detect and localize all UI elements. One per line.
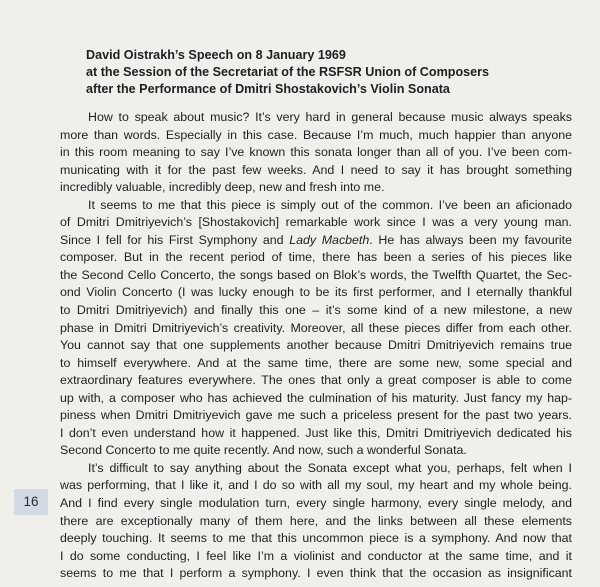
heading-line-1: David Oistrakh’s Speech on 8 January 1969: [86, 48, 346, 62]
text-line: I do some conducting, I feel like I’m a violinist and conductor at the same time, and it: [60, 548, 572, 563]
text-line: seems to me that I perform a symphony. I even think that the occasion as insignificant: [60, 566, 572, 581]
text-line: the Second Cello Concerto, the songs based on Blok’s words, the Twelfth Quartet, the Sec-: [60, 267, 572, 282]
text-line: to Dmitri Dmitriyevich) and finally this one – it’s some kind of a new milestone, a new: [60, 303, 572, 318]
text-line: to himself everywhere. And at the same time, there are some new, some special and: [60, 355, 572, 370]
text-line: And I find every single modulation turn, every single harmony, every single melody, and: [60, 496, 572, 511]
text-line: How to speak about music? It’s very hard in general because music always speaks: [88, 110, 572, 124]
text-segment: Since I fell for his First Symphony and: [60, 232, 290, 247]
text-line: composer. But in the recent period of time, there has been a series of his pieces like: [60, 250, 572, 265]
text-segment: . He has always been my favourite: [369, 232, 572, 247]
text-line: municating with it for the past few weeks. And I need to say it has brought something: [60, 162, 572, 177]
text-line: ond Violin Concerto (I was lucky enough to be its first performer, and I eternally thankful: [60, 285, 572, 300]
paragraph-3: [60, 460, 572, 583]
text-line: extraordinary features everywhere. The ones that only a great composer is able to come: [60, 373, 572, 388]
paragraph-2: [60, 197, 572, 460]
text-line: deeply touching. It seems to me that this uncommon piece is a symphony. And now that: [60, 531, 572, 546]
text-line: in this room meaning to say I’ve known this sonata longer than all of you. I’ve been com-: [60, 145, 572, 160]
speech-heading: [86, 47, 526, 98]
text-line: was performing, that I like it, and I do so with all my soul, my heart and my whole being.: [60, 478, 572, 493]
text-line: phase in Dmitri Dmitriyevich’s creativity. Moreover, all these pieces differ from each other.: [60, 320, 572, 335]
text-line: You cannot say that one supplements another because Dmitri Dmitriyevich remains true: [60, 338, 572, 353]
paragraph-1: [60, 109, 572, 197]
text-line: piness when Dmitri Dmitriyevich gave me such a priceless present for the past two years.: [60, 408, 572, 423]
page-number-badge: 16: [14, 489, 48, 515]
text-line: up with, a composer who has achieved the culmination of his maturity. Just fancy my hap-: [60, 390, 572, 405]
speech-body: [60, 109, 572, 583]
heading-line-3: after the Performance of Dmitri Shostakovich’s Violin Sonata: [86, 82, 450, 96]
italic-work-title: Lady Macbeth: [289, 232, 370, 247]
text-line: there are exceptionally many of them here, and the links between all these elements: [60, 513, 572, 528]
text-line: I don’t even understand how it happened. Just like this, Dmitri Dmitriyevich dedicated his: [60, 425, 572, 440]
text-line-with-title: [60, 232, 572, 250]
text-line: Second Concerto to me quite recently. And now, such a wonderful Sonata.: [60, 443, 467, 458]
text-line: more than words. Especially in this case. Because I’m much, much happier than anyone: [60, 127, 572, 142]
text-line: of Dmitri Dmitriyevich’s [Shostakovich] remarkable work since I was a very young man.: [60, 215, 572, 230]
heading-line-2: at the Session of the Secretariat of the RSFSR Union of Composers: [86, 65, 490, 79]
text-line: It seems to me that this piece is simply out of the common. I’ve been an aficionado: [88, 197, 572, 212]
text-line: incredibly valuable, incredibly deep, new and fresh into me.: [60, 180, 385, 195]
text-line: It’s difficult to say anything about the Sonata except what you, perhaps, felt when I: [88, 460, 572, 475]
